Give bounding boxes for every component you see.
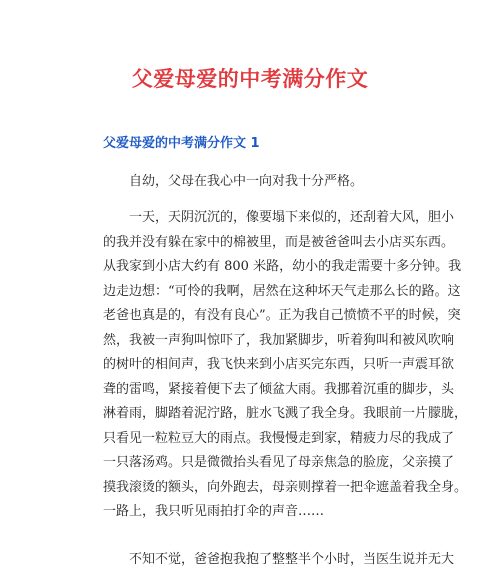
paragraph-line: 的我并没有躲在家中的棉被里，而是被爸爸叫去小店买东西。 [103,234,455,250]
paragraph-line: 一只落汤鸡。只是微微抬头看见了母亲焦急的脸庞，父亲摸了 [103,455,455,470]
paragraph-line: 老爸也真是的，有没有良心”。正为我自己愤愤不平的时候，突 [103,308,461,323]
paragraph-line: 从我家到小店大约有 800 米路，幼小的我走需要十多分钟。我 [103,259,462,274]
paragraph-3 [103,548,455,573]
paragraph-line: 一天，天阴沉沉的，像要塌下来似的，还刮着大风，胆小 [103,210,455,225]
paragraph-2 [103,206,468,525]
paragraph-line: 摸我滚烫的额头，向外跑去，母亲则撑着一把伞遮盖着我全身。 [103,479,468,495]
paragraph-line: 淋着雨，脚踏着泥泞路，脏水飞溅了我全身。我眼前一片朦胧， [103,406,468,421]
paragraph-line: 聋的雷鸣，紧接着便下去了倾盆大雨。我挪着沉重的脚步，头 [103,381,455,397]
paragraph-line: 不知不觉，爸爸抱我抱了整整半个小时，当医生说并无大 [103,552,455,567]
paragraph-line: 只看见一粒粒豆大的雨点。我慢慢走到家，精疲力尽的我成了 [103,430,455,446]
paragraph-line: 一路上，我只听见雨拍打伞的声音…… [103,504,325,519]
paragraph-line: 自幼，父母在我心中一向对我十分严格。 [103,174,364,189]
paragraph-1 [103,170,419,195]
paragraph-line: 的树叶的相间声，我飞快来到小店买完东西，只听一声震耳欲 [103,357,455,372]
paragraph-line: 然，我被一声狗叫惊吓了，我加紧脚步，听着狗叫和被风吹响 [103,332,455,348]
document-title: 父爱母爱的中考满分作文 [131,67,369,91]
section-heading: 父爱母爱的中考满分作文 1 [103,136,260,151]
paragraph-line: 边走边想：“可怜的我啊，居然在这种坏天气走那么长的路。这 [103,283,461,299]
